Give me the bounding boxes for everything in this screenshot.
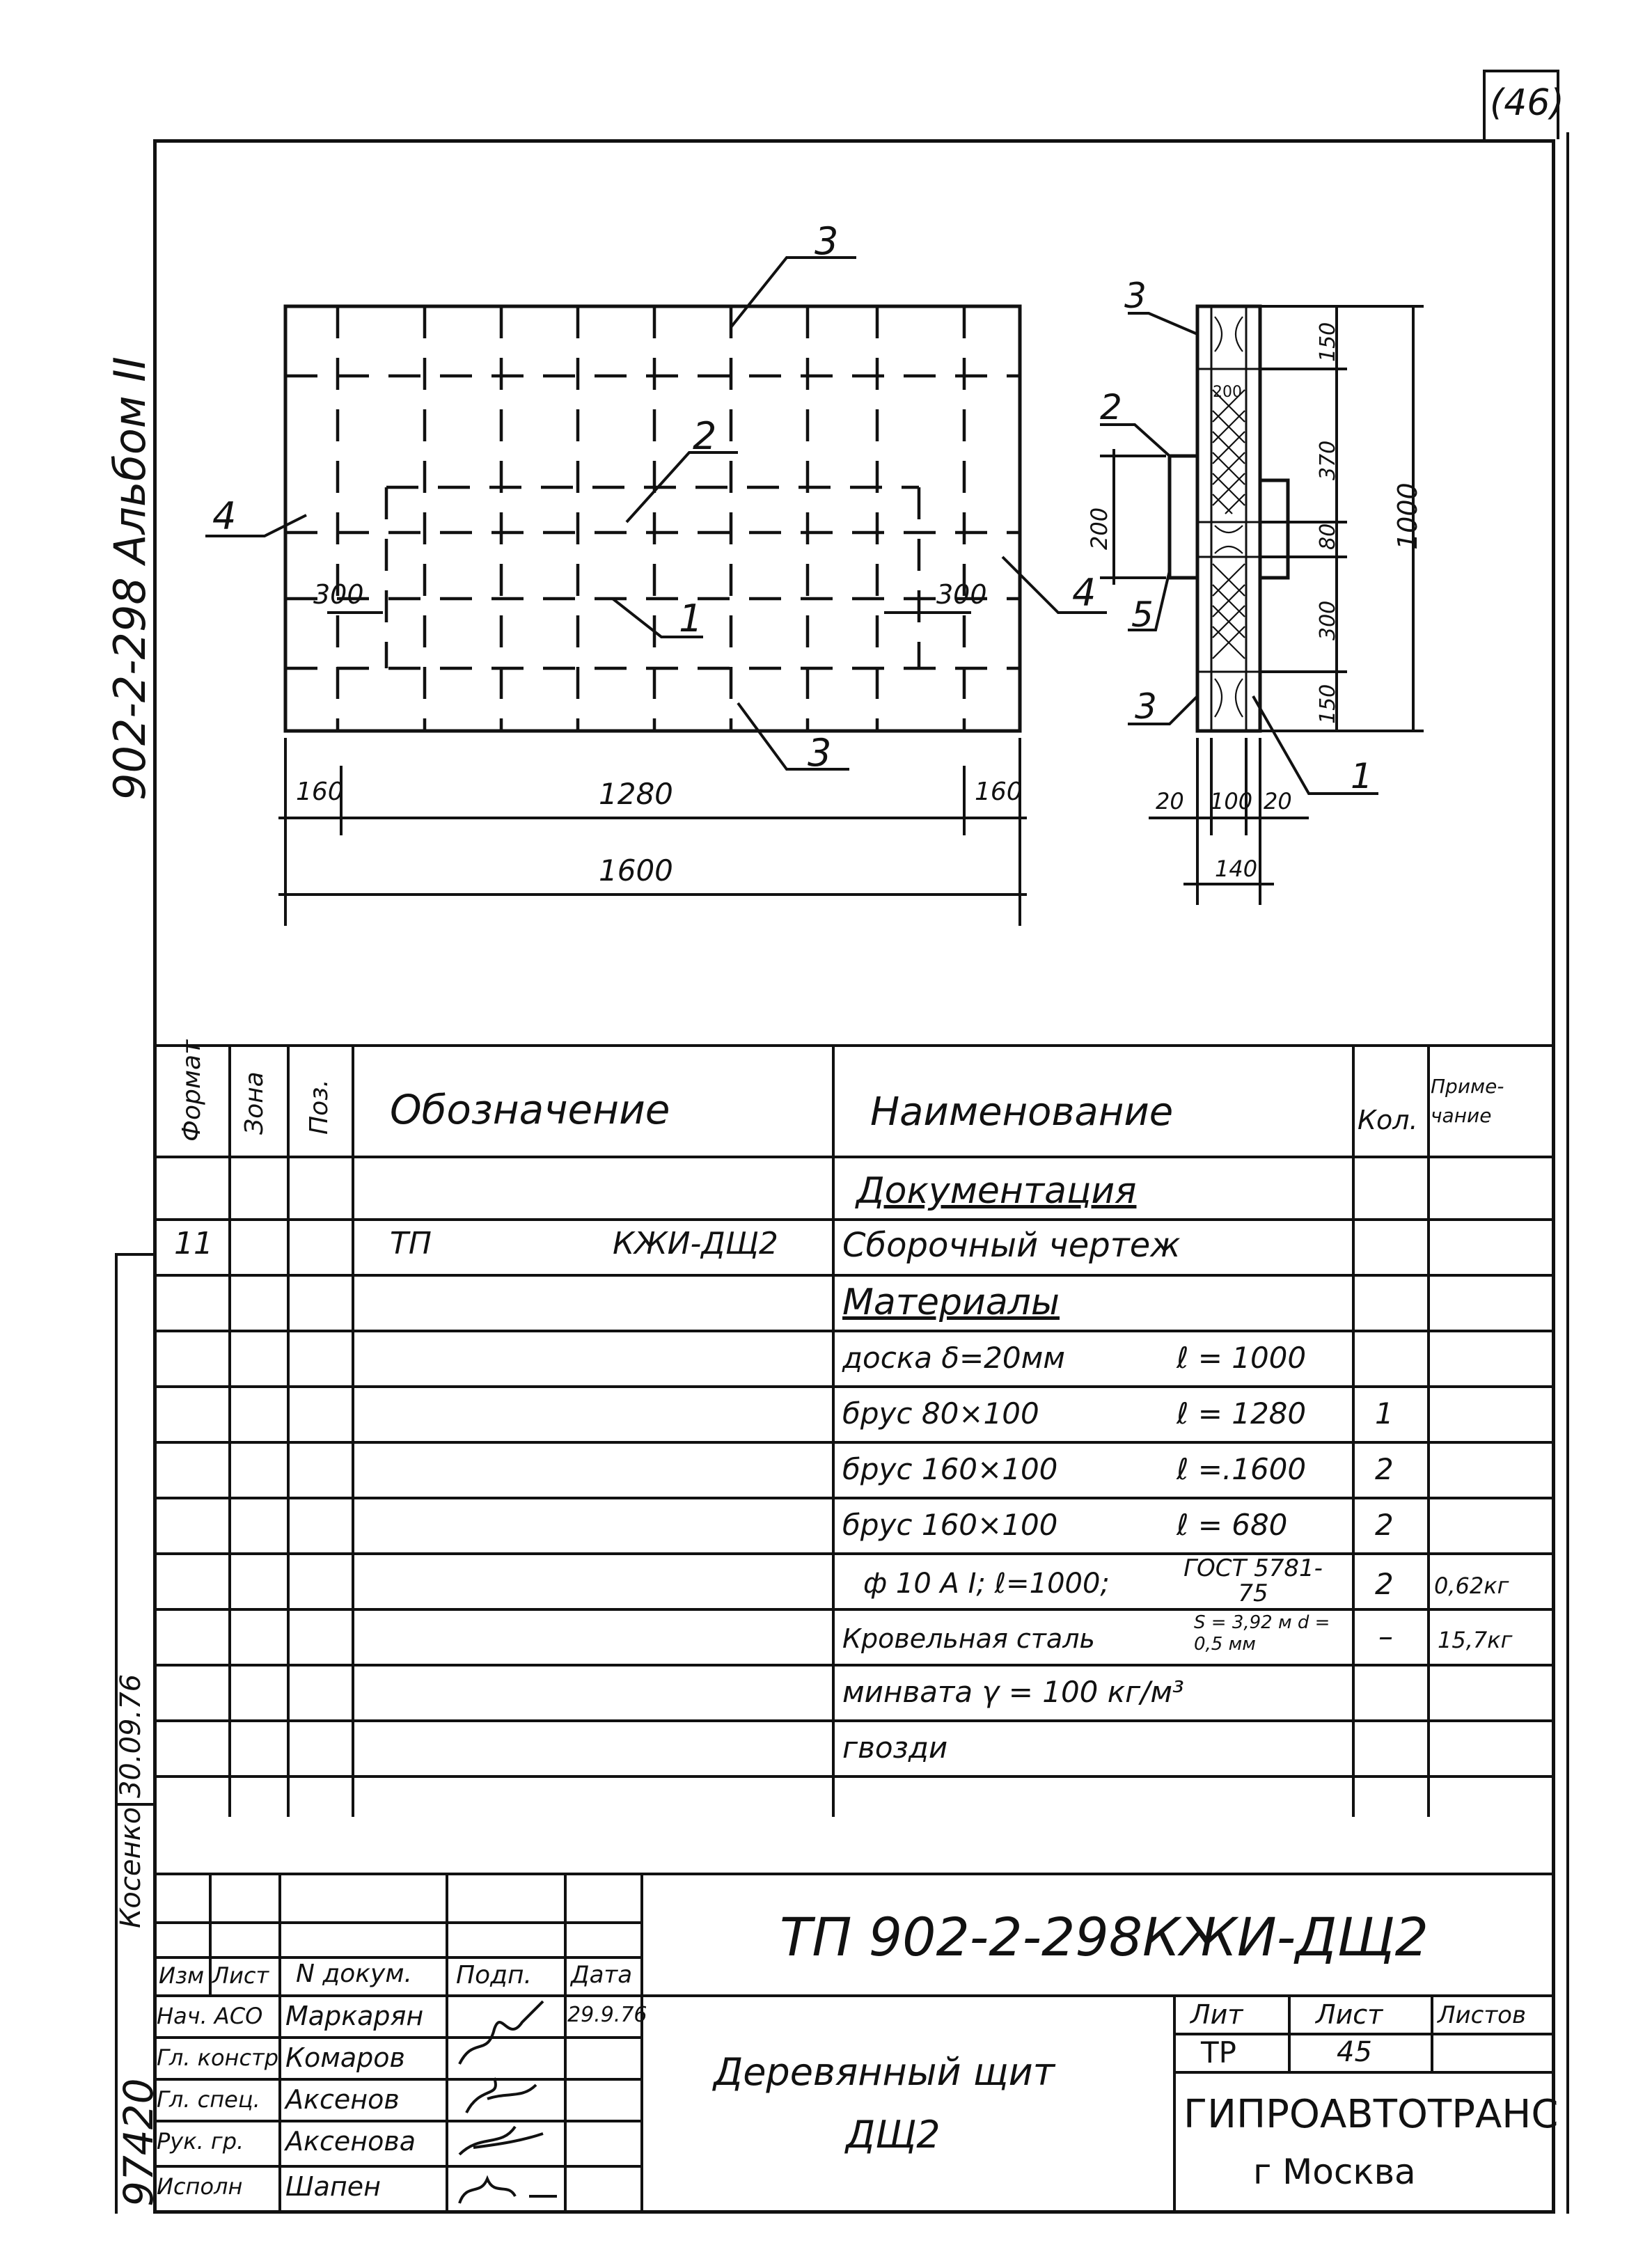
material-6-name: минвата γ = 100 кг/м³ [842, 1675, 1184, 1709]
person-2-name: Аксенов [285, 2084, 400, 2115]
spec-col-pos [352, 1044, 354, 1817]
spec-col-format [228, 1044, 231, 1817]
material-3-length: ℓ = 680 [1177, 1508, 1288, 1542]
title-block-divider [640, 1873, 643, 2214]
title-block-top [153, 1873, 1555, 1875]
plan-dim-300-left: 300 [313, 579, 364, 610]
material-4-qty: 2 [1375, 1567, 1394, 1601]
material-1-qty: 1 [1375, 1396, 1394, 1431]
org-name: ГИПРОАВТОТРАНС [1183, 2092, 1559, 2137]
stamp-col-2 [1431, 1994, 1433, 2071]
margin-strip-line [115, 1253, 118, 2214]
material-7-name: гвозди [842, 1731, 948, 1765]
material-5-note: 15,7кг [1438, 1627, 1513, 1653]
doc-row-name: Сборочный чертеж [842, 1226, 1181, 1265]
plan-callout-4-right: 4 [1072, 571, 1096, 615]
material-1-name: брус 80×100 [842, 1396, 1039, 1431]
org-city: г Москва [1253, 2152, 1416, 2192]
person-1-name: Комаров [285, 2042, 405, 2073]
album-code: 902-2-298 [104, 577, 155, 801]
section-dim-300: 300 [1316, 600, 1340, 640]
plan-callout-1: 1 [679, 597, 703, 640]
section-materials-heading: Материалы [842, 1282, 1060, 1323]
section-dim-200-inner: 200 [1213, 384, 1242, 401]
material-2-name: брус 160×100 [842, 1452, 1058, 1486]
header-format: Формат [178, 1039, 206, 1142]
col-label-sign: Подп. [456, 1961, 532, 1990]
plan-dim-300-right: 300 [936, 579, 987, 610]
stamp-divider [1173, 1994, 1176, 2214]
material-5-length: S = 3,92 м d = 0,5 мм [1194, 1612, 1330, 1655]
doc-row-designation-left: ТП [390, 1226, 432, 1261]
plan-dim-1280: 1280 [599, 777, 673, 811]
section-callout-3-top: 3 [1124, 276, 1147, 316]
sheet-corner-number: (46) [1490, 82, 1564, 124]
signatures [446, 1994, 564, 2217]
material-0-name: доска δ=20мм [842, 1341, 1065, 1375]
col-label-izm: Изм [159, 1962, 205, 1989]
section-dim-150-top: 150 [1316, 322, 1340, 362]
stage-label: Лит [1190, 1999, 1243, 2030]
title-block-mid [640, 1994, 1555, 1997]
plan-callout-4-left: 4 [212, 494, 237, 538]
section-dim-370: 370 [1316, 440, 1340, 480]
spec-top-line [153, 1044, 1555, 1047]
section-dim-150-bottom: 150 [1316, 684, 1340, 724]
col-label-list: Лист [212, 1962, 269, 1989]
stage-value: ТР [1201, 2035, 1236, 2070]
section-dim-100: 100 [1210, 788, 1253, 814]
material-5-qty: – [1378, 1619, 1393, 1653]
material-3-name: брус 160×100 [842, 1508, 1058, 1542]
person-2-role: Гл. спец. [157, 2086, 260, 2113]
material-4-length: ГОСТ 5781-75 [1183, 1554, 1323, 1607]
plan-dim-1600: 1600 [599, 853, 673, 888]
inventory-number: 97420 [115, 2078, 162, 2207]
margin-strip-mid [115, 1803, 153, 1806]
plan-callout-2: 2 [693, 414, 717, 458]
header-name: Наименование [870, 1089, 1174, 1135]
section-callout-3-bottom: 3 [1135, 686, 1157, 727]
doc-row-format: 11 [174, 1226, 213, 1261]
plan-dim-160-left: 160 [296, 778, 344, 806]
doc-code: ТП 902-2-298КЖИ-ДЩ2 [780, 1906, 1429, 1968]
doc-row-designation-right: КЖИ-ДЩ2 [613, 1226, 778, 1261]
plan-dim-160-right: 160 [975, 778, 1023, 806]
margin-strip-top [115, 1253, 153, 1256]
inventory-note: Косенко 30.09.76 [115, 1673, 147, 1928]
title-line-1: Деревянный щит [714, 2050, 1055, 2094]
plan-callout-3-bottom: 3 [808, 731, 832, 775]
section-dim-200-bracket: 200 [1086, 507, 1112, 550]
material-2-length: ℓ =.1600 [1177, 1452, 1307, 1486]
header-zone: Зона [240, 1071, 269, 1135]
person-1-role: Гл. констр [157, 2045, 278, 2071]
section-dim-80: 80 [1316, 523, 1340, 550]
section-callout-1: 1 [1351, 756, 1373, 796]
stamp-row-2 [1173, 2071, 1555, 2074]
spec-col-note [1427, 1044, 1430, 1817]
person-0-role: Нач. АСО [157, 2003, 263, 2029]
section-dim-20-right: 20 [1264, 788, 1292, 814]
material-1-length: ℓ = 1280 [1177, 1396, 1307, 1431]
title-line-2: ДЩ2 [846, 2113, 941, 2157]
stamp-col-1 [1288, 1994, 1291, 2071]
header-pos: Поз. [305, 1079, 333, 1135]
spec-col-zone [287, 1044, 290, 1817]
person-4-name: Шапен [285, 2171, 381, 2202]
material-4-name: ф 10 А I; ℓ=1000; [863, 1568, 1110, 1600]
material-3-qty: 2 [1375, 1508, 1394, 1542]
section-docs-heading: Документация [856, 1170, 1137, 1212]
col-label-date: Дата [571, 1961, 633, 1989]
spec-header-bottom [153, 1156, 1555, 1158]
section-callout-5: 5 [1131, 594, 1154, 635]
material-0-length: ℓ = 1000 [1177, 1341, 1307, 1375]
col-label-ndoc: N докум. [296, 1960, 412, 1988]
header-designation: Обозначение [390, 1086, 670, 1133]
album-label: Альбом II [104, 356, 155, 564]
material-4-note: 0,62кг [1434, 1573, 1509, 1599]
person-3-role: Рук. гр. [157, 2128, 244, 2154]
material-2-qty: 2 [1375, 1452, 1394, 1486]
sheet-label: Лист [1316, 1999, 1383, 2030]
plan-callout-3-top: 3 [815, 219, 839, 263]
sheet-value: 45 [1337, 2036, 1372, 2068]
section-dim-1000: 1000 [1392, 482, 1423, 550]
person-3-name: Аксенова [285, 2126, 416, 2157]
person-4-role: Исполн [157, 2173, 243, 2200]
spec-col-qty [1352, 1044, 1355, 1817]
date-value: 29.9.76 [567, 2003, 647, 2027]
material-5-name: Кровельная сталь [842, 1623, 1095, 1654]
section-dim-20-left: 20 [1156, 788, 1184, 814]
header-qty: Кол. [1358, 1105, 1418, 1135]
sheets-label: Листов [1438, 2001, 1527, 2029]
person-0-name: Маркарян [285, 2001, 424, 2031]
section-callout-2: 2 [1100, 387, 1122, 427]
spec-col-designation [832, 1044, 835, 1817]
section-dim-140: 140 [1215, 856, 1258, 882]
header-note: Приме-чание [1431, 1075, 1504, 1127]
